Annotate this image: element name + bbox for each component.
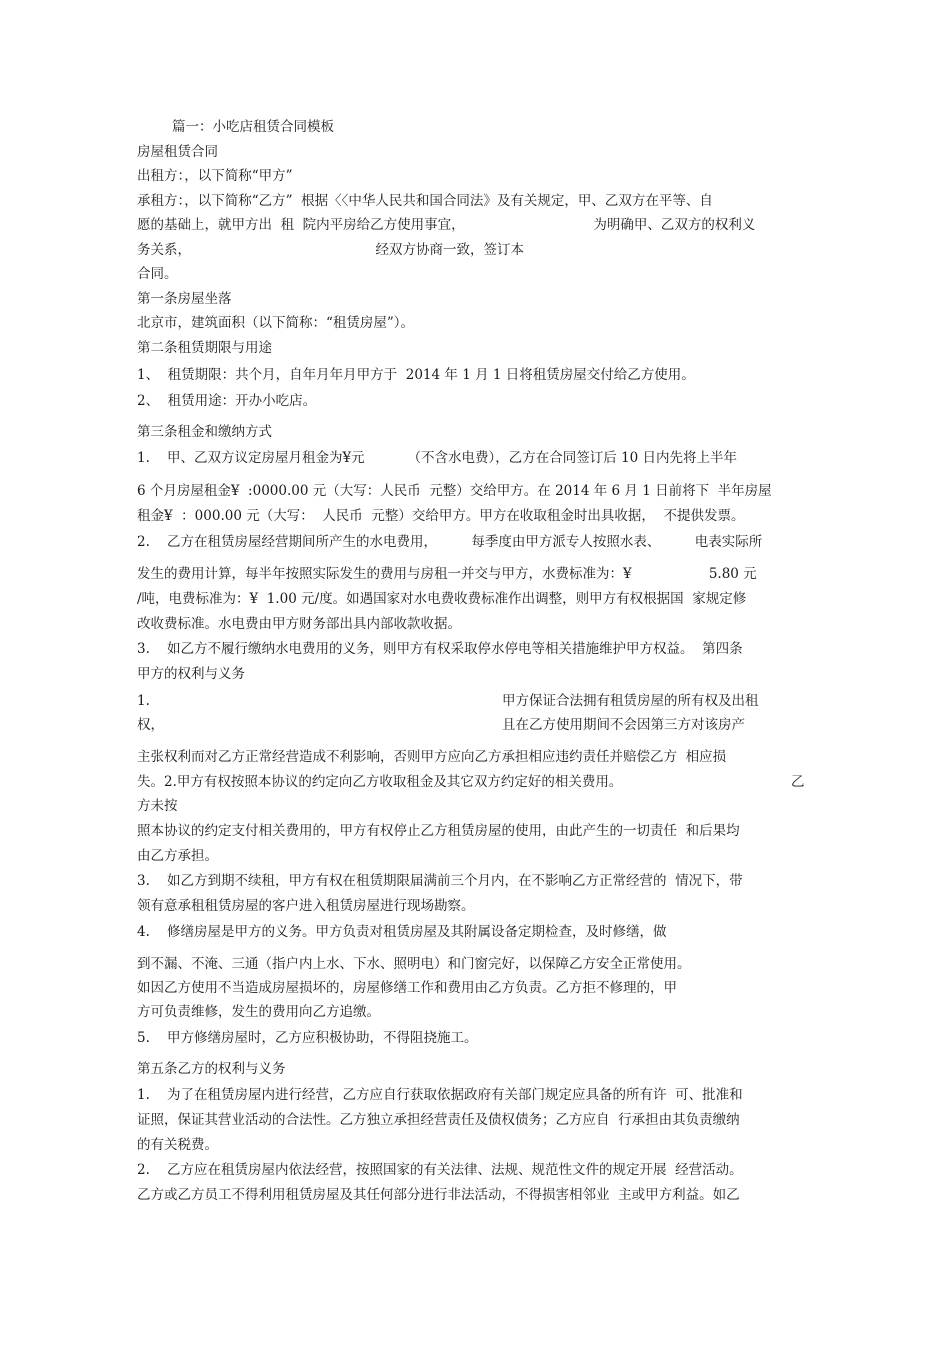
text-line: 6 个月房屋租金¥ :0000.00 元（大写：人民币 元整）交给甲方。在 2014 年 6 月 1 日前将下 半年房屋 xyxy=(137,483,772,499)
article-heading: 第二条租赁期限与用途 xyxy=(137,340,272,356)
text-line: 务关系， 经双方协商一致，签订本 xyxy=(137,242,525,258)
text-line: 3. 如乙方到期不续租，甲方有权在租赁期限届满前三个月内，在不影响乙方正常经营的 情况下，带 xyxy=(137,873,743,889)
text-line: 5. 甲方修缮房屋时，乙方应积极协助，不得阻挠施工。 xyxy=(137,1030,478,1046)
text-line: 2、 租赁用途：开办小吃店。 xyxy=(137,393,317,409)
text-line: 2. 乙方在租赁房屋经营期间所产生的水电费用， 每季度由甲方派专人按照水表、 电表实际所 xyxy=(137,534,763,550)
text-line: 北京市，建筑面积（以下简称：“租赁房屋”）。 xyxy=(137,315,415,331)
article-heading: 甲方的权利与义务 xyxy=(137,666,245,682)
text-line: 且在乙方使用期间不会因第三方对该房产 xyxy=(502,717,745,733)
text-line: 方可负责维修，发生的费用向乙方追缴。 xyxy=(137,1004,380,1020)
article-heading: 第三条租金和缴纳方式 xyxy=(137,424,272,440)
text-line: 乙 xyxy=(791,774,805,790)
text-line: 2. 乙方应在租赁房屋内依法经营，按照国家的有关法律、法规、规范性文件的规定开展 经营活动。 xyxy=(137,1162,743,1178)
text-line: 乙方或乙方员工不得利用租赁房屋及其任何部分进行非法活动，不得损害相邻业 主或甲方利益。如乙 xyxy=(137,1187,740,1203)
text-line: 1. xyxy=(137,693,150,709)
text-line: 1. 为了在租赁房屋内进行经营，乙方应自行获取依据政府有关部门规定应具备的所有许 可、批准和 xyxy=(137,1087,743,1103)
text-line: 合同。 xyxy=(137,266,178,282)
text-line: 证照，保证其营业活动的合法性。乙方独立承担经营责任及债权债务；乙方应自 行承担由其负责缴纳 xyxy=(137,1112,740,1128)
text-line: 由乙方承担。 xyxy=(137,848,218,864)
text-line: 改收费标准。水电费由甲方财务部出具内部收款收据。 xyxy=(137,616,461,632)
contract-title: 房屋租赁合同 xyxy=(137,144,218,160)
article-heading: 第五条乙方的权利与义务 xyxy=(137,1061,286,1077)
text-line: 出租方：，以下简称“甲方” xyxy=(137,168,293,184)
section-heading: 篇一：小吃店租赁合同模板 xyxy=(172,119,334,135)
text-line: /吨，电费标准为：¥ 1.00 元/度。如遇国家对水电费收费标准作出调整，则甲方有权根据国 家规定修 xyxy=(137,591,747,607)
text-line: 1、 租赁期限：共个月，自年月年月甲方于 2014 年 1 月 1 日将租赁房屋交付给乙方使用。 xyxy=(137,367,695,383)
text-line: 方未按 xyxy=(137,798,178,814)
text-line: 发生的费用计算，每半年按照实际发生的费用与房租一并交与甲方，水费标准为：¥ 5.80 元 xyxy=(137,566,757,582)
text-line: 权， xyxy=(137,717,164,733)
text-line: 到不漏、不淹、三通（指户内上水、下水、照明电）和门窗完好，以保障乙方安全正常使用。 xyxy=(137,956,691,972)
text-line: 领有意承租租赁房屋的客户进入租赁房屋进行现场勘察。 xyxy=(137,898,475,914)
text-line: 愿的基础上，就甲方出 租 院内平房给乙方使用事宜， 为明确甲、乙双方的权利义 xyxy=(137,217,756,233)
text-line: 4. 修缮房屋是甲方的义务。甲方负责对租赁房屋及其附属设备定期检查，及时修缮，做 xyxy=(137,924,667,940)
text-line: 如因乙方使用不当造成房屋损坏的，房屋修缮工作和费用由乙方负责。乙方拒不修理的，甲 xyxy=(137,980,677,996)
text-line: 3. 如乙方不履行缴纳水电费用的义务，则甲方有权采取停水停电等相关措施维护甲方权益。 第四条 xyxy=(137,641,743,657)
text-line: 的有关税费。 xyxy=(137,1137,218,1153)
text-line: 甲方保证合法拥有租赁房屋的所有权及出租 xyxy=(502,693,759,709)
text-line: 失。2.甲方有权按照本协议的约定向乙方收取租金及其它双方约定好的相关费用。 xyxy=(137,774,623,790)
text-line: 照本协议的约定支付相关费用的，甲方有权停止乙方租赁房屋的使用，由此产生的一切责任 和后果均 xyxy=(137,823,740,839)
text-line: 1. 甲、乙双方议定房屋月租金为¥元 （不含水电费），乙方在合同签订后 10 日内先将上半年 xyxy=(137,450,738,466)
article-heading: 第一条房屋坐落 xyxy=(137,291,232,307)
text-line: 主张权利而对乙方正常经营造成不利影响，否则甲方应向乙方承担相应违约责任并赔偿乙方 相应损 xyxy=(137,749,727,765)
text-line: 租金¥ ：000.00 元（大写： 人民币 元整）交给甲方。甲方在收取租金时出具收据， 不提供发票。 xyxy=(137,508,745,524)
text-line: 承租方：，以下简称“乙方” 根据〈〈中华人民共和国合同法》及有关规定，甲、乙双方在平等、自 xyxy=(137,193,713,209)
